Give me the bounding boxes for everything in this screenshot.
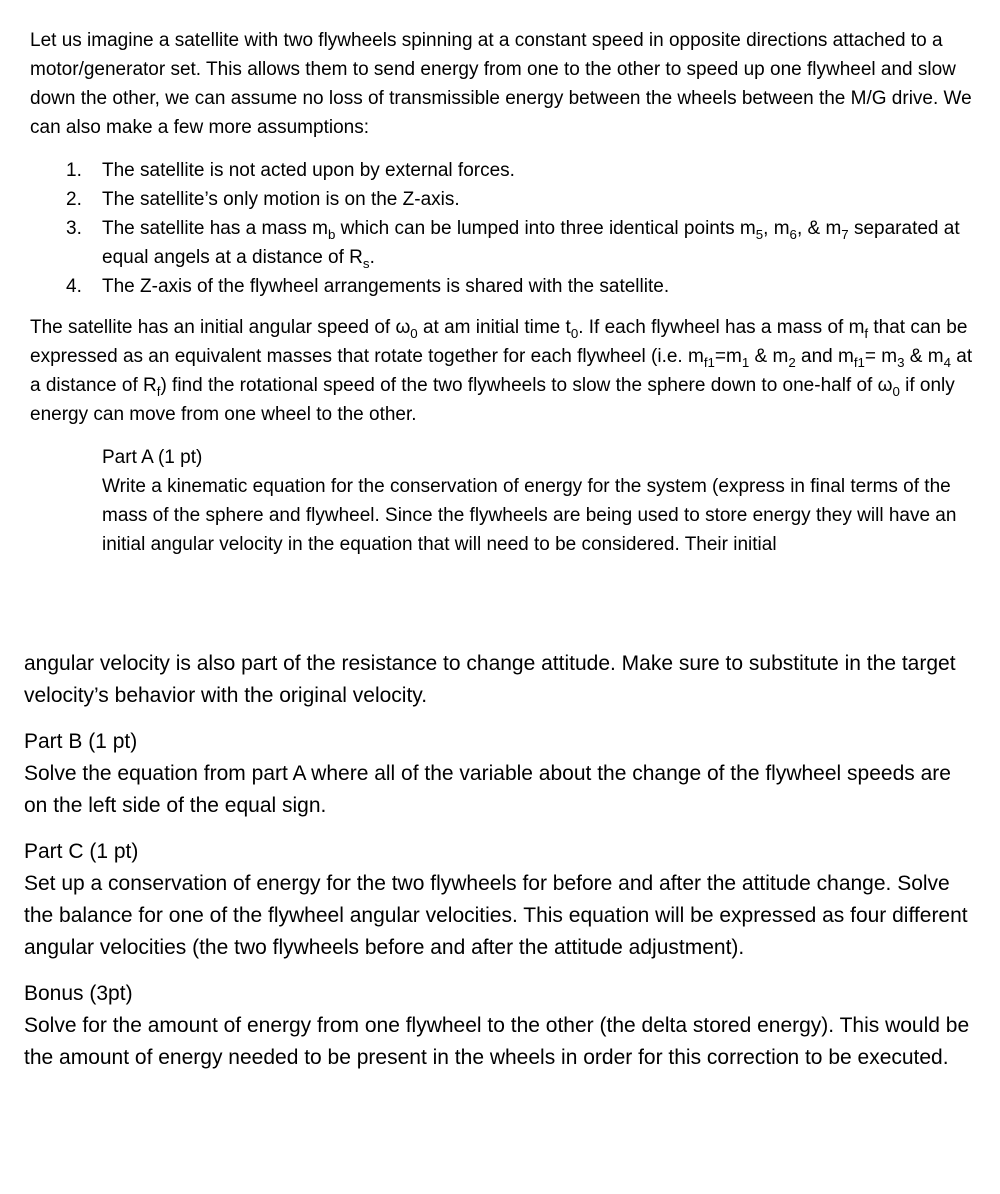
subscript: 0 (570, 325, 579, 341)
bonus-section (24, 978, 976, 1074)
list-number: 1. (66, 160, 82, 181)
text-run: =m (714, 346, 742, 367)
text-run: & m (749, 346, 789, 367)
text-run: . (369, 247, 375, 268)
list-item (30, 214, 975, 272)
text-run: The satellite has a mass m (102, 218, 328, 239)
list-text: The Z-axis of the flywheel arrangements is shared with the satellite. (102, 276, 670, 297)
text-run: separated at equal angels at a distance of R (102, 218, 960, 268)
subscript: 5 (755, 226, 764, 242)
text-run: at am initial time t (417, 317, 571, 338)
text-run: , m (763, 218, 790, 239)
subscript: 2 (788, 354, 796, 370)
part-a-continuation: angular velocity is also part of the resistance to change attitude. Make sure to substitute in the target velocity’s behavior with the original velocity. (24, 652, 956, 707)
text-run: at a distance of R (30, 346, 973, 396)
list-text: The satellite’s only motion is on the Z-axis. (102, 189, 460, 210)
text-run: & m (904, 346, 944, 367)
list-text (102, 218, 960, 271)
subscript: b (327, 226, 336, 242)
part-a-section (102, 443, 975, 559)
part-b-text: Solve the equation from part A where all of the variable about the change of the flywheel speeds are on the left side of the equal sign. (24, 762, 951, 817)
text-run: that can be expressed as an equivalent masses that rotate together for each flywheel (i.e. m (30, 317, 968, 367)
page2-text-block (24, 648, 976, 1074)
text-run: . If each flywheel has a mass of m (578, 317, 865, 338)
text-run: ) find the rotational speed of the two flywheels to slow the sphere down to one-half of ω (160, 375, 893, 396)
part-b-title: Part B (1 pt) (24, 730, 138, 753)
text-run: The satellite has an initial angular speed of ω (30, 317, 411, 338)
part-b-section (24, 726, 976, 822)
text-run: which can be lumped into three identical points m (335, 218, 756, 239)
subscript: 0 (410, 325, 418, 341)
list-item (30, 156, 975, 185)
list-number: 4. (66, 276, 82, 297)
page1-text-block (30, 26, 975, 559)
part-c-section (24, 836, 976, 964)
text-run: , & m (796, 218, 842, 239)
subscript: f (156, 383, 161, 399)
subscript: 7 (841, 226, 849, 242)
list-number: 3. (66, 218, 82, 239)
list-text: The satellite is not acted upon by external forces. (102, 160, 515, 181)
subscript: 0 (892, 383, 900, 399)
intro-paragraph: Let us imagine a satellite with two flywheels spinning at a constant speed in opposite directions attached to a motor/generator set. This allows them to send energy from one to the other to speed up one flywheel and slow down the other, we can assume no loss of transmissible energy between the wheels between the M/G drive. We can also make a few more assumptions: (30, 30, 972, 138)
bonus-title: Bonus (3pt) (24, 982, 133, 1005)
subscript: f1 (703, 354, 715, 370)
part-a-title: Part A (1 pt) (102, 447, 203, 468)
part-c-text: Set up a conservation of energy for the two flywheels for before and after the attitude change. Solve the balance for one of the flywheel angular velocities. This equation will be expressed as four different angular velocities (the two flywheels before and after the attitude adjustment). (24, 872, 968, 959)
text-run: = m (864, 346, 898, 367)
part-a-text: Write a kinematic equation for the conservation of energy for the system (express in final terms of the mass of the sphere and flywheel. Since the flywheels are being used to store energy they will have an initial angular velocity in the equation that will need to be considered. Their initial (102, 476, 957, 555)
bonus-text: Solve for the amount of energy from one flywheel to the other (the delta stored energy). This would be the amount of energy needed to be present in the wheels in order for this correction to be executed. (24, 1014, 970, 1069)
part-c-title: Part C (1 pt) (24, 840, 139, 863)
list-item (30, 185, 975, 214)
text-run: and m (795, 346, 854, 367)
subscript: f (864, 325, 869, 341)
assumptions-list (30, 156, 975, 301)
subscript: f1 (853, 354, 865, 370)
list-number: 2. (66, 189, 82, 210)
subscript: 6 (789, 226, 797, 242)
problem-paragraph (30, 313, 975, 429)
subscript: 1 (741, 354, 750, 370)
list-item (30, 272, 975, 301)
text-run: if only energy can move from one wheel to the other. (30, 375, 955, 425)
subscript: 3 (897, 354, 905, 370)
subscript: s (362, 255, 370, 271)
subscript: 4 (943, 354, 951, 370)
